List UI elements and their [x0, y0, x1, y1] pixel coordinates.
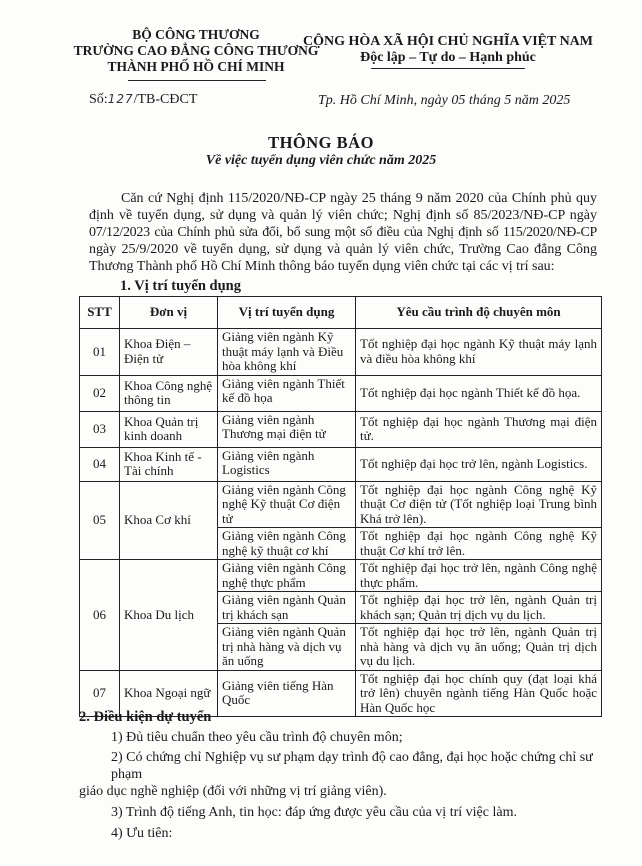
- school-name-line2: THÀNH PHỐ HỒ CHÍ MINH: [107, 59, 285, 74]
- table-row: [80, 375, 602, 411]
- section-2-heading: 2. Điều kiện dự tuyển: [79, 709, 212, 725]
- row-requirement: Tốt nghiệp đại học ngành Thương mại điện tử.: [356, 411, 602, 447]
- document-number-prefix: Số:: [89, 92, 108, 107]
- row-stt: 05: [80, 481, 120, 560]
- row-requirement: Tốt nghiệp đại học ngành Thiết kế đồ họa.: [356, 375, 602, 411]
- intro-line: 07/12/2023 của Chính phủ sửa đổi, bổ sung một số điều của Nghị định số 115/2020/NĐ-CP: [89, 225, 597, 240]
- school-name-line1: TRƯỜNG CAO ĐẲNG CÔNG THƯƠNG: [73, 43, 319, 58]
- row-unit: Khoa Cơ khí: [120, 481, 218, 560]
- header-position: Vị trí tuyển dụng: [218, 297, 356, 329]
- row-requirement: Tốt nghiệp đại học ngành Công nghệ Kỹ thuật Cơ điện tử (Tốt nghiệp loại Trung bình Khá trở lên).: [356, 481, 602, 528]
- row-unit: Khoa Du lịch: [120, 560, 218, 671]
- table-row: [80, 411, 602, 447]
- row-position: Giảng viên ngành Công nghệ Kỹ thuật Cơ điện tử: [218, 481, 356, 528]
- table-row: [80, 329, 602, 376]
- condition-item: 3) Trình độ tiếng Anh, tin học: đáp ứng được yêu cầu của vị trí việc làm.: [111, 805, 517, 820]
- intro-line: Thương Thành phố Hồ Chí Minh thông báo tuyển dụng viên chức tại các vị trí sau:: [89, 259, 555, 274]
- table-row: [80, 560, 602, 592]
- document-subtitle: Về việc tuyển dụng viên chức năm 2025: [205, 153, 437, 168]
- row-requirement: Tốt nghiệp đại học trở lên, ngành Logistics.: [356, 447, 602, 481]
- header-unit: Đơn vị: [120, 297, 218, 329]
- row-stt: 06: [80, 560, 120, 671]
- row-requirement: Tốt nghiệp đại học trở lên, ngành Quản trị nhà hàng và dịch vụ ăn uống; Quản trị dịch vụ du lịch.: [356, 624, 602, 671]
- document-title: THÔNG BÁO: [268, 133, 374, 152]
- row-position: Giảng viên ngành Thương mại điện tử: [218, 411, 356, 447]
- document-number-suffix: /TB-CĐCT: [133, 92, 198, 107]
- row-stt: 04: [80, 447, 120, 481]
- intro-paragraph: [89, 190, 597, 275]
- intro-line: ngày 25/9/2020 về tuyển dụng, sử dụng và quản lý viên chức, Trường Cao đẳng Công: [89, 242, 597, 257]
- conditions-list: [79, 729, 599, 842]
- document-number: [89, 92, 197, 108]
- table-row: [80, 447, 602, 481]
- row-unit: Khoa Điện – Điện tử: [120, 329, 218, 376]
- recruitment-table: [79, 296, 602, 717]
- row-position: Giảng viên ngành Kỹ thuật máy lạnh và Điều hòa không khí: [218, 329, 356, 376]
- condition-item: 1) Đủ tiêu chuẩn theo yêu cầu trình độ chuyên môn;: [111, 730, 403, 745]
- row-unit: Khoa Công nghệ thông tin: [120, 375, 218, 411]
- section-1-heading: 1. Vị trí tuyển dụng: [120, 278, 241, 294]
- document-number-handwritten: 127: [107, 92, 134, 106]
- row-unit: Khoa Quản trị kinh doanh: [120, 411, 218, 447]
- national-title: CỘNG HÒA XÃ HỘI CHỦ NGHĨA VIỆT NAM: [302, 34, 593, 49]
- row-requirement: Tốt nghiệp đại học ngành Kỹ thuật máy lạnh và điều hòa không khí: [356, 329, 602, 376]
- intro-line: Căn cứ Nghị định 115/2020/NĐ-CP ngày 25 tháng 9 năm 2020 của Chính phủ quy: [121, 191, 597, 206]
- intro-line: định về tuyển dụng, sử dụng và quản lý viên chức; Nghị định số 85/2023/NĐ-CP ngày: [89, 208, 597, 223]
- ministry-name: BỘ CÔNG THƯƠNG: [132, 27, 260, 42]
- right-header-underline: [371, 68, 525, 69]
- header-stt: STT: [80, 297, 120, 329]
- row-unit: Khoa Ngoại ngữ: [120, 670, 218, 717]
- row-stt: 03: [80, 411, 120, 447]
- row-requirement: Tốt nghiệp đại học trở lên, ngành Công nghệ thực phẩm.: [356, 560, 602, 592]
- row-requirement: Tốt nghiệp đại học trở lên, ngành Quản trị khách sạn; Quản trị dịch vụ du lịch.: [356, 592, 602, 624]
- row-position: Giảng viên ngành Công nghệ kỹ thuật cơ khí: [218, 528, 356, 560]
- table-row: [80, 481, 602, 528]
- header-requirement: Yêu cầu trình độ chuyên môn: [356, 297, 602, 329]
- left-header-underline: [128, 80, 266, 81]
- row-requirement: Tốt nghiệp đại học ngành Công nghệ Kỹ thuật Cơ khí trở lên.: [356, 528, 602, 560]
- row-position: Giảng viên ngành Thiết kế đồ họa: [218, 375, 356, 411]
- row-unit: Khoa Kinh tế - Tài chính: [120, 447, 218, 481]
- condition-item: giáo dục nghề nghiệp (đối với những vị trí giảng viên).: [79, 784, 387, 799]
- row-position: Giảng viên ngành Quản trị khách sạn: [218, 592, 356, 624]
- table-header-row: [80, 297, 602, 329]
- row-stt: 07: [80, 670, 120, 717]
- row-stt: 01: [80, 329, 120, 376]
- row-position: Giảng viên tiếng Hàn Quốc: [218, 670, 356, 717]
- row-requirement: Tốt nghiệp đại học chính quy (đạt loại khá trở lên) chuyên ngành tiếng Hàn Quốc hoặc Hàn Quốc học: [356, 670, 602, 717]
- row-position: Giảng viên ngành Công nghệ thực phẩm: [218, 560, 356, 592]
- condition-item: 4) Ưu tiên:: [111, 826, 173, 841]
- place-date: Tp. Hồ Chí Minh, ngày 05 tháng 5 năm 2025: [318, 93, 571, 108]
- row-position: Giảng viên ngành Logistics: [218, 447, 356, 481]
- condition-item: 2) Có chứng chỉ Nghiệp vụ sư phạm dạy trình độ cao đẳng, đại học hoặc chứng chỉ sư phạm: [111, 750, 593, 782]
- national-motto: Độc lập – Tự do – Hạnh phúc: [360, 50, 536, 65]
- row-stt: 02: [80, 375, 120, 411]
- row-position: Giảng viên ngành Quản trị nhà hàng và dịch vụ ăn uống: [218, 624, 356, 671]
